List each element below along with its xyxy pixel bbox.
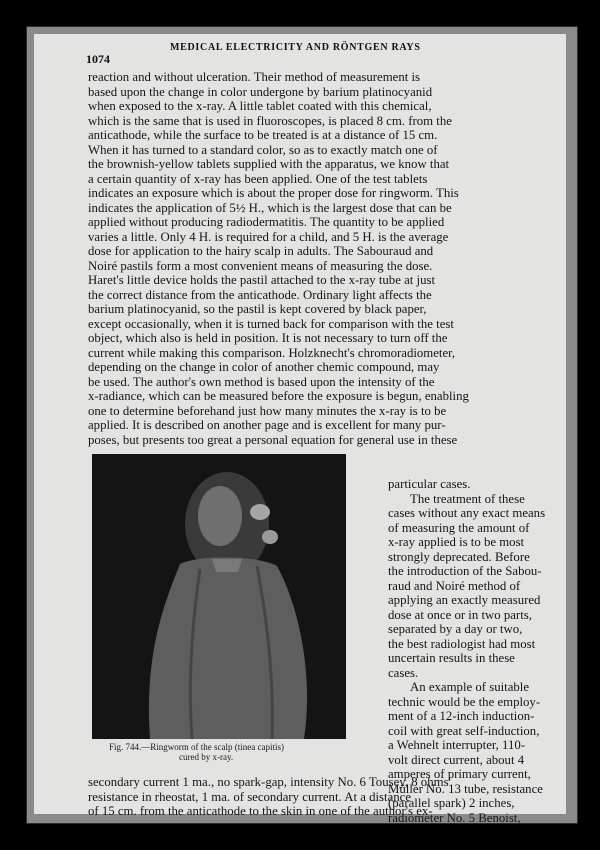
main-text xyxy=(88,70,566,447)
figure-caption xyxy=(109,742,349,762)
text-line: the brownish-yellow tablets supplied with the apparatus, we know that xyxy=(88,157,450,171)
text-line: the best radiologist had most xyxy=(388,636,536,651)
running-head: MEDICAL ELECTRICITY AND RÖNTGEN RAYS xyxy=(170,42,421,53)
text-line: varies a little. Only 4 H. is required for a child, and 5 H. is the average xyxy=(88,229,449,244)
text-line: (parallel spark) 2 inches, xyxy=(388,796,515,810)
text-line: the correct distance from the anticathode. Ordinary light affects the xyxy=(88,287,432,302)
text-line: ment of a 12-inch induction- xyxy=(388,709,535,723)
text-line: indicates an exposure which is about the proper dose for ringworm. This xyxy=(88,186,459,200)
text-line: based upon the change in color undergone by barium platinocyanid xyxy=(88,84,433,99)
text-line: amperes of primary current, xyxy=(388,767,531,781)
text-line: a Wehnelt interrupter, 110- xyxy=(388,738,526,752)
text-line: be used. The author's own method is based upon the intensity of the xyxy=(88,374,435,389)
text-line: indicates the application of 5½ H., which is the largest dose that can be xyxy=(88,200,452,215)
figure-photo xyxy=(92,454,346,739)
text-line: depending on the change in color of another chemic compound, may xyxy=(88,360,440,374)
text-line: coil with great self-induction, xyxy=(388,723,540,738)
text-line: volt direct current, about 4 xyxy=(388,752,525,767)
text-line: except occasionally, when it is turned back for comparison with the test xyxy=(88,316,454,331)
page-number: 1074 xyxy=(86,52,110,66)
patient-photo-illustration xyxy=(92,454,346,739)
text-line: applied. It is described on another page and is excellent for many pur- xyxy=(88,418,446,432)
text-line: barium platinocyanid, so the pastil is kept covered by black paper, xyxy=(88,302,427,316)
text-line: of 15 cm. from the anticathode to the skin in one of the author's ex- xyxy=(88,804,433,818)
text-line: object, which also is held in position. It is not necessary to turn off the xyxy=(88,331,448,345)
text-line: separated by a day or two, xyxy=(388,622,523,636)
text-line: current while making this comparison. Holzknecht's chromoradiometer, xyxy=(88,345,456,360)
text-line: of measuring the amount of xyxy=(388,520,530,535)
text-line: raud and Noiré method of xyxy=(388,578,521,593)
page-header xyxy=(86,42,556,66)
text-line: particular cases. xyxy=(388,477,471,491)
text-line: poses, but presents too great a personal equation for general use in these xyxy=(88,432,458,447)
figure-caption-line: Fig. 744.—Ringworm of the scalp (tinea capitis) xyxy=(109,742,284,752)
bottom-text xyxy=(88,775,566,819)
text-line: x-radiance, which can be measured before the exposure is begun, enabling xyxy=(88,389,469,403)
wrapped-column xyxy=(388,477,566,825)
text-line: cases without any exact means xyxy=(388,506,546,520)
text-line: The treatment of these xyxy=(410,491,525,506)
text-line: technic would be the employ- xyxy=(388,694,541,709)
text-line: dose at once or in two parts, xyxy=(388,607,532,622)
text-line: the introduction of the Sabou- xyxy=(388,564,542,578)
text-line: Haret's little device holds the pastil attached to the x-ray tube at just xyxy=(88,273,436,287)
text-line: dose for application to the hairy scalp in adults. The Sabouraud and xyxy=(88,244,434,258)
figure-caption-line: cured by x-ray. xyxy=(179,752,234,762)
text-line: when exposed to the x-ray. A little tablet coated with this chemical, xyxy=(88,99,432,113)
text-line: which is the same that is used in fluoroscopes, is placed 8 cm. from the xyxy=(88,113,452,128)
text-line: x-ray applied is to be most xyxy=(388,535,525,549)
text-line: An example of suitable xyxy=(410,680,530,694)
text-line: resistance in rheostat, 1 ma. of secondary current. At a distance xyxy=(88,789,412,804)
text-line: a certain quantity of x-ray has been applied. One of the test tablets xyxy=(88,171,428,186)
text-line: applying an exactly measured xyxy=(388,593,541,607)
text-line: Noiré pastils form a most convenient means of measuring the dose. xyxy=(88,258,433,273)
text-line: When it has turned to a standard color, so as to exactly match one of xyxy=(88,142,438,157)
book-page xyxy=(34,34,566,825)
text-line: uncertain results in these xyxy=(388,651,515,665)
text-line: strongly deprecated. Before xyxy=(388,549,530,564)
text-line: secondary current 1 ma., no spark-gap, intensity No. 6 Tousey, 8 ohms' xyxy=(88,775,451,789)
text-line: Müller No. 13 tube, resistance xyxy=(388,781,543,796)
text-line: applied without producing radiodermatitis. The quantity to be applied xyxy=(88,215,445,229)
text-line: anticathode, while the surface to be treated is at a distance of 15 cm. xyxy=(88,128,438,142)
text-line: reaction and without ulceration. Their method of measurement is xyxy=(88,70,421,84)
text-line: radiometer No. 5 Benoist, xyxy=(388,810,521,825)
text-line: one to determine beforehand just how many minutes the x-ray is to be xyxy=(88,403,447,418)
text-line: cases. xyxy=(388,665,419,680)
